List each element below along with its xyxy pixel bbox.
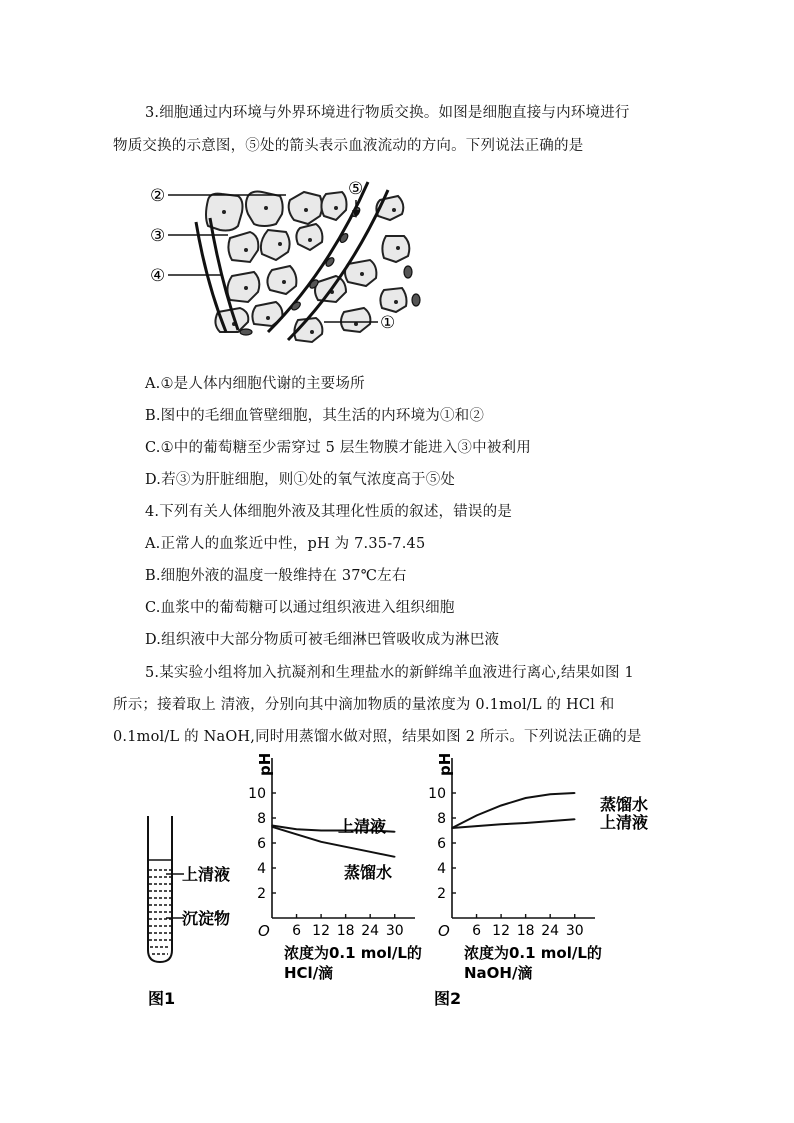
- fig1-label-supernatant: 上清液: [182, 865, 231, 884]
- q4-option-a: A.正常人的血浆近中性，pH 为 7.35-7.45: [145, 536, 426, 552]
- x-tick-label: 24: [361, 923, 380, 939]
- data-point: [394, 856, 396, 858]
- label-2: ②: [150, 186, 166, 206]
- y-tick-label: 10: [428, 786, 446, 802]
- chart-naoh: [430, 748, 670, 1018]
- tissue-diagram: [148, 172, 448, 360]
- series-label-1: 蒸馏水: [344, 863, 393, 882]
- series-label-1: 上清液: [600, 813, 649, 832]
- y-axis-label: pH: [256, 752, 274, 776]
- data-point: [525, 822, 527, 824]
- x-tick-label: 12: [492, 923, 511, 939]
- fig1-caption: 图1: [148, 989, 176, 1008]
- y-tick-label: 6: [437, 836, 446, 852]
- q3-stem-line1: 3.细胞通过内环境与外界环境进行物质交换。如图是细胞直接与内环境进行: [145, 105, 630, 121]
- data-point: [345, 846, 347, 848]
- data-point: [476, 825, 478, 827]
- q4-option-c: C.血浆中的葡萄糖可以通过组织液进入组织细胞: [145, 600, 455, 616]
- x-tick-label: 18: [516, 923, 535, 939]
- label-3: ③: [150, 226, 166, 246]
- q3-stem-line2: 物质交换的示意图，⑤处的箭头表示血液流动的方向。下列说法正确的是: [113, 138, 584, 154]
- x-axis-label-line1: 浓度为0.1 mol/L的: [284, 944, 422, 962]
- y-tick-label: 2: [437, 886, 446, 902]
- data-point: [549, 820, 551, 822]
- y-tick-label: 4: [437, 861, 446, 877]
- data-point: [394, 831, 396, 833]
- data-point: [574, 792, 576, 794]
- data-point: [476, 815, 478, 817]
- y-tick-label: 2: [257, 886, 266, 902]
- q5-stem-line1: 5.某实验小组将加入抗凝剂和生理盐水的新鲜绵羊血液进行离心,结果如图 1: [145, 665, 634, 681]
- data-point: [296, 828, 298, 830]
- label-5: ⑤: [348, 179, 364, 199]
- q3-option-c: C.①中的葡萄糖至少需穿过 5 层生物膜才能进入③中被利用: [145, 440, 531, 456]
- x-tick-label: 18: [336, 923, 355, 939]
- chart-hcl: [250, 748, 430, 988]
- q5-stem-line3: 0.1mol/L 的 NaOH,同时用蒸馏水做对照，结果如图 2 所示。下列说法正确的是: [113, 729, 642, 745]
- data-point: [320, 830, 322, 832]
- x-tick-label: 12: [312, 923, 331, 939]
- figure-1-tube: [140, 810, 250, 1010]
- data-point: [369, 851, 371, 853]
- y-tick-label: 6: [257, 836, 266, 852]
- x-tick-label: 6: [472, 923, 482, 939]
- fig1-label-precipitate: 沉淀物: [182, 909, 231, 928]
- x-tick-label: 24: [541, 923, 560, 939]
- x-axis-label-line1: 浓度为0.1 mol/L的: [464, 944, 602, 962]
- y-tick-label: 10: [248, 786, 266, 802]
- y-tick-label: 8: [437, 811, 446, 827]
- series-label-0: 上清液: [338, 817, 387, 836]
- label-4: ④: [150, 266, 166, 286]
- x-tick-label: 30: [565, 923, 584, 939]
- series-label-0: 蒸馏水: [600, 795, 649, 814]
- series-line-1: [452, 819, 575, 828]
- data-point: [271, 826, 273, 828]
- x-axis-label-line2: NaOH/滴: [464, 964, 533, 982]
- y-tick-label: 8: [257, 811, 266, 827]
- data-point: [500, 805, 502, 807]
- origin-label: O: [438, 922, 450, 940]
- data-point: [525, 797, 527, 799]
- q4-stem: 4.下列有关人体细胞外液及其理化性质的叙述，错误的是: [145, 504, 513, 520]
- q3-option-a: A.①是人体内细胞代谢的主要场所: [145, 376, 365, 392]
- q4-option-b: B.细胞外液的温度一般维持在 37℃左右: [145, 568, 407, 584]
- data-point: [549, 793, 551, 795]
- y-axis-label: pH: [436, 752, 454, 776]
- q5-stem-line2: 所示；接着取上 清液，分别向其中滴加物质的量浓度为 0.1mol/L 的 HCl 和: [113, 697, 615, 713]
- data-point: [451, 827, 453, 829]
- y-tick-label: 4: [257, 861, 266, 877]
- data-point: [320, 841, 322, 843]
- origin-label: O: [258, 922, 270, 940]
- data-point: [500, 823, 502, 825]
- data-point: [574, 818, 576, 820]
- q4-option-d: D.组织液中大部分物质可被毛细淋巴管吸收成为淋巴液: [145, 632, 500, 648]
- label-1: ①: [380, 313, 396, 333]
- q3-option-d: D.若③为肝脏细胞，则①处的氧气浓度高于⑤处: [145, 472, 456, 488]
- x-tick-label: 30: [385, 923, 404, 939]
- data-point: [296, 833, 298, 835]
- fig2-caption: 图2: [434, 989, 462, 1008]
- x-tick-label: 6: [292, 923, 302, 939]
- q3-option-b: B.图中的毛细血管壁细胞，其生活的内环境为①和②: [145, 408, 485, 424]
- x-axis-label-line2: HCl/滴: [284, 964, 334, 982]
